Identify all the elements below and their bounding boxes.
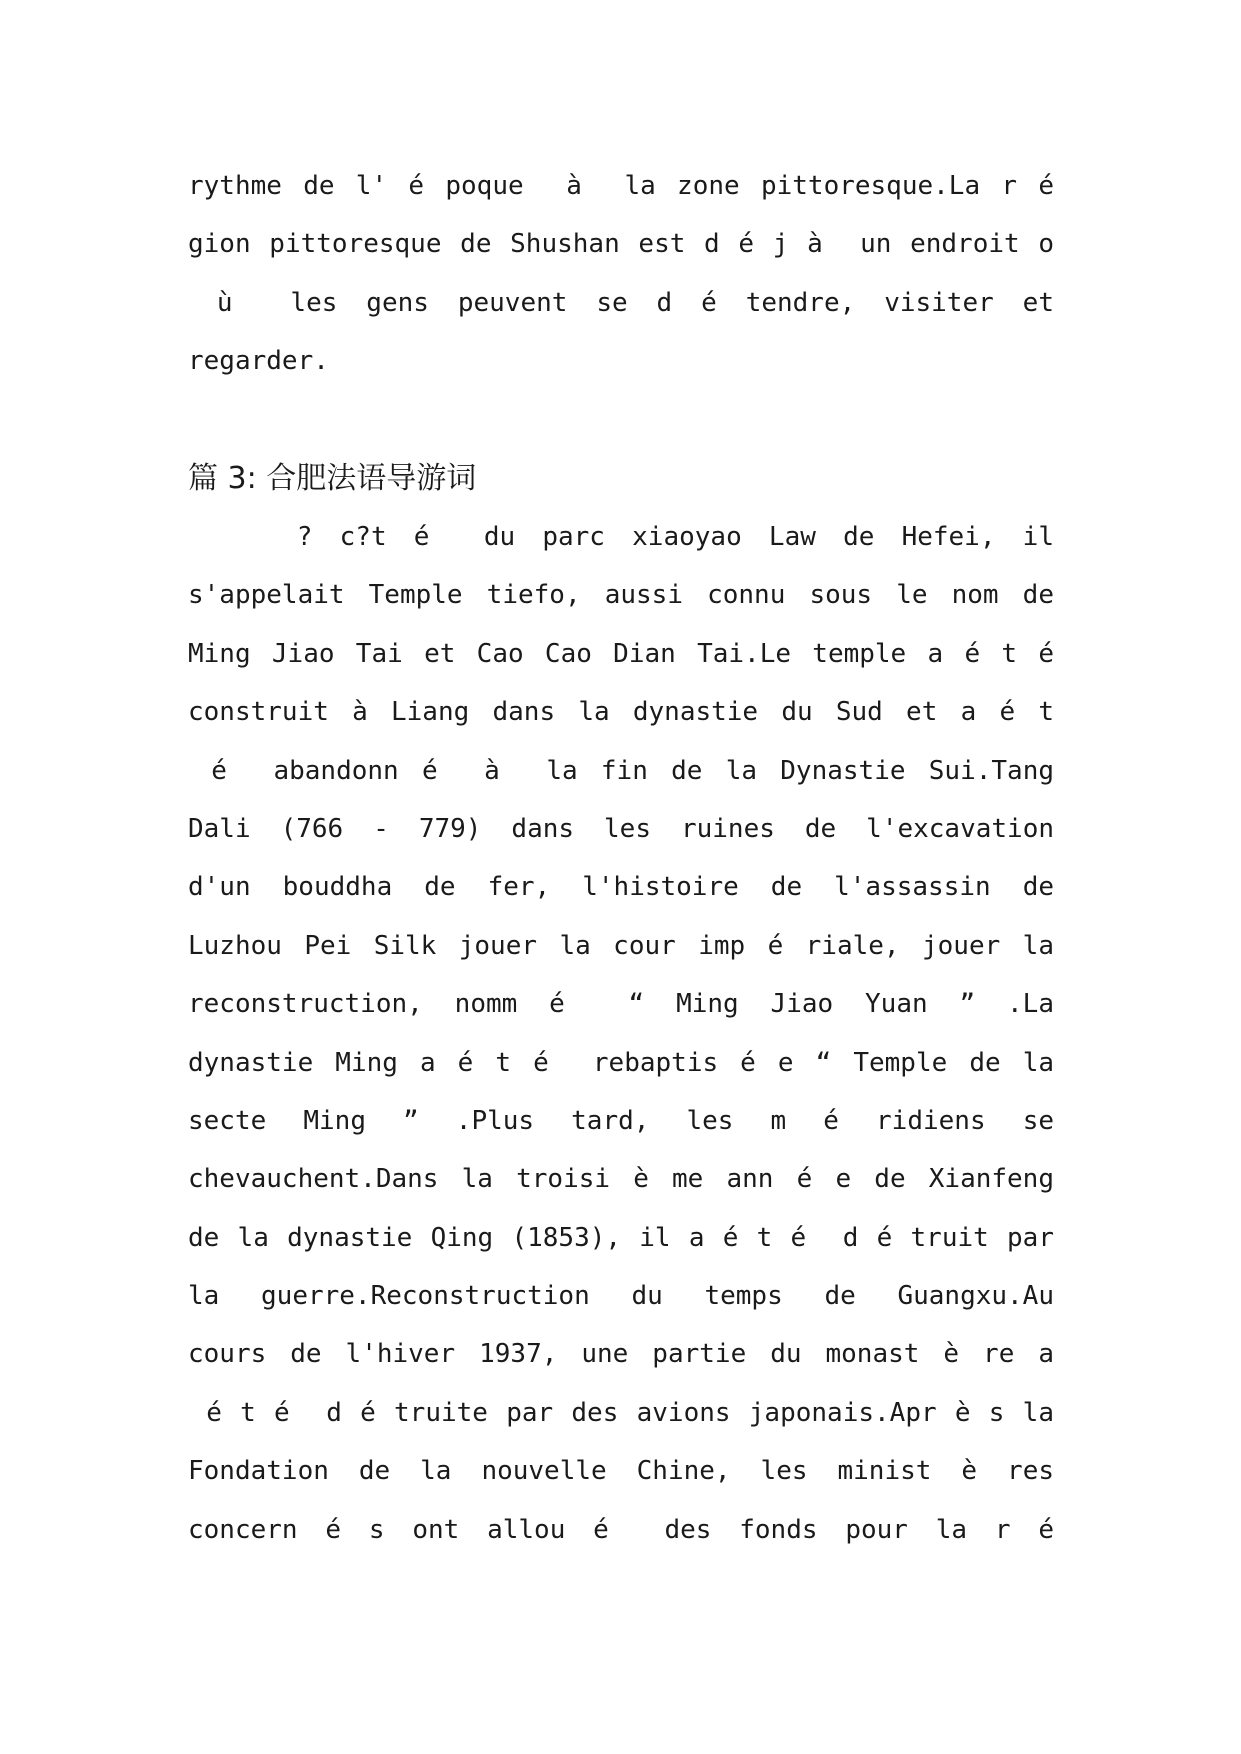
paragraph-line: ? c?t é du parc xiaoyao Law de Hefei, il: [188, 522, 1054, 552]
paragraph-line: secte Ming ” .Plus tard, les m é ridiens se: [188, 1105, 1054, 1136]
section-heading: 篇 3: 合肥法语导游词: [188, 461, 477, 496]
section-paragraph: [188, 508, 1054, 1559]
paragraph-line: rythme de l' é poque à la zone pittoresque.La r é: [188, 171, 1054, 201]
paragraph-line: é abandonn é à la fin de la Dynastie Sui.Tang: [188, 755, 1054, 786]
paragraph-line: reconstruction, nomm é “ Ming Jiao Yuan ” .La: [188, 989, 1054, 1020]
paragraph-line: construit à Liang dans la dynastie du Sud et a é t: [188, 697, 1054, 728]
paragraph-line: concern é s ont allou é des fonds pour la r é: [188, 1514, 1054, 1545]
paragraph-line: dynastie Ming a é t é rebaptis é e “ Temple de la: [188, 1047, 1054, 1078]
paragraph-line: é t é d é truite par des avions japonais.Apr è s la: [188, 1397, 1054, 1428]
paragraph-line: chevauchent.Dans la troisi è me ann é e de Xianfeng: [188, 1164, 1054, 1195]
paragraph-line: Ming Jiao Tai et Cao Cao Dian Tai.Le temple a é t é: [188, 638, 1054, 669]
top-paragraph: [188, 157, 1054, 391]
paragraph-line: d'un bouddha de fer, l'histoire de l'assassin de: [188, 872, 1054, 903]
paragraph-line: s'appelait Temple tiefo, aussi connu sous le nom de: [188, 580, 1054, 611]
paragraph-line: Fondation de la nouvelle Chine, les minist è res: [188, 1456, 1054, 1487]
paragraph-line: Luzhou Pei Silk jouer la cour imp é riale, jouer la: [188, 930, 1054, 961]
paragraph-line: Dali (766 - 779) dans les ruines de l'excavation: [188, 813, 1054, 844]
paragraph-line: regarder.: [188, 346, 329, 377]
paragraph-line: de la dynastie Qing (1853), il a é t é d é truit par: [188, 1222, 1054, 1253]
paragraph-line: gion pittoresque de Shushan est d é j à un endroit o: [188, 229, 1054, 260]
paragraph-line: la guerre.Reconstruction du temps de Guangxu.Au: [188, 1281, 1054, 1312]
paragraph-line: cours de l'hiver 1937, une partie du monast è re a: [188, 1339, 1054, 1370]
paragraph-line: ù les gens peuvent se d é tendre, visiter et: [188, 287, 1054, 318]
